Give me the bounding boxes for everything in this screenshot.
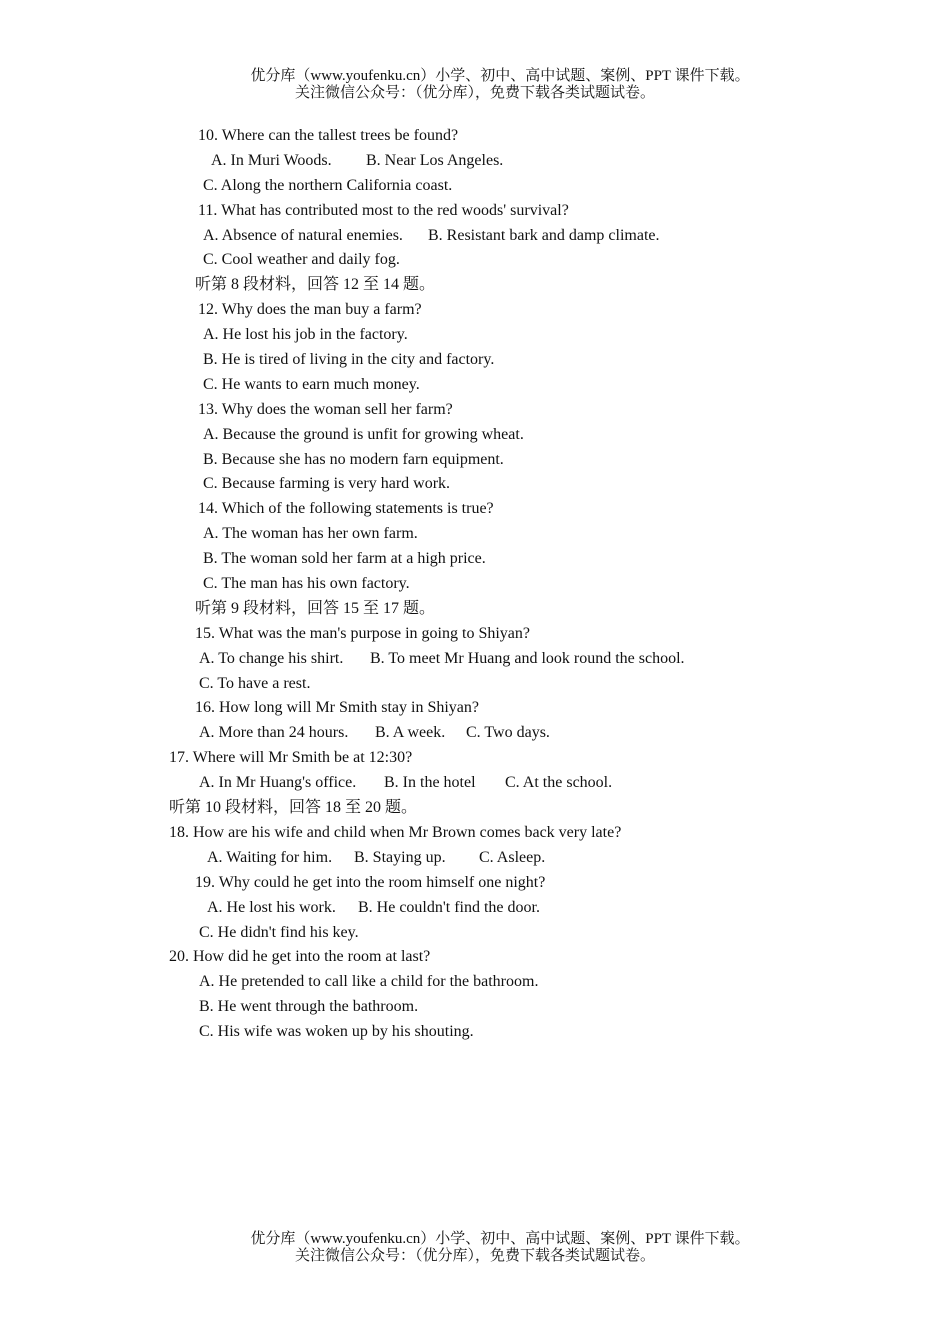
answer-options-line xyxy=(0,995,950,1020)
answer-option: A. In Mr Huang's office. xyxy=(199,774,357,792)
answer-option: A. He lost his work. xyxy=(207,898,336,916)
answer-option: C. He didn't find his key. xyxy=(199,923,359,941)
question-text: 15. What was the man's purpose in going to Shiyan? xyxy=(195,624,530,642)
answer-option: C. Asleep. xyxy=(479,848,546,866)
answer-option: C. Along the northern California coast. xyxy=(203,176,453,194)
answer-options-line xyxy=(0,846,950,871)
question-text: 19. Why could he get into the room himself one night? xyxy=(195,873,546,891)
answer-option: B. To meet Mr Huang and look round the school. xyxy=(370,649,685,667)
answer-option: A. More than 24 hours. xyxy=(199,724,349,742)
answer-option: B. Because she has no modern farn equipment. xyxy=(203,450,504,468)
section-instruction xyxy=(0,273,950,298)
answer-option: A. To change his shirt. xyxy=(199,649,344,667)
question-text: 13. Why does the woman sell her farm? xyxy=(198,400,453,418)
question-line xyxy=(0,871,950,896)
answer-option: A. Absence of natural enemies. xyxy=(203,226,403,244)
answer-options-line xyxy=(0,149,950,174)
answer-options-line xyxy=(0,721,950,746)
question-text: 16. How long will Mr Smith stay in Shiyan? xyxy=(195,699,479,717)
answer-options-line xyxy=(0,896,950,921)
section-text: 听第 8 段材料，回答 12 至 14 题。 xyxy=(195,276,436,294)
answer-options-line xyxy=(0,224,950,249)
answer-option: C. At the school. xyxy=(505,774,613,792)
answer-options-line xyxy=(0,174,950,199)
section-text: 听第 9 段材料，回答 15 至 17 题。 xyxy=(195,599,436,617)
answer-options-line xyxy=(0,423,950,448)
question-text: 11. What has contributed most to the red woods' survival? xyxy=(198,201,569,219)
answer-options-line xyxy=(0,448,950,473)
header-line-2: 关注微信公众号：（优分库），免费下载各类试题试卷。 xyxy=(294,85,655,101)
answer-option: C. He wants to earn much money. xyxy=(203,375,420,393)
answer-option: B. Resistant bark and damp climate. xyxy=(428,226,660,244)
question-line xyxy=(0,746,950,771)
answer-options-line xyxy=(0,771,950,796)
answer-option: B. He is tired of living in the city and factory. xyxy=(203,351,495,369)
answer-options-line xyxy=(0,547,950,572)
answer-options-line xyxy=(0,921,950,946)
section-instruction xyxy=(0,597,950,622)
answer-option: B. A week. xyxy=(375,724,446,742)
answer-option: A. The woman has her own farm. xyxy=(203,525,418,543)
answer-option: B. Near Los Angeles. xyxy=(366,151,504,169)
answer-option: B. In the hotel xyxy=(384,774,476,792)
answer-option: C. The man has his own factory. xyxy=(203,575,410,593)
answer-options-line xyxy=(0,522,950,547)
answer-options-line xyxy=(0,472,950,497)
footer-line-1: 优分库（www.youfenku.cn）小学、初中、高中试题、案例、PPT 课件下载。 xyxy=(250,1231,750,1247)
answer-options-line xyxy=(0,572,950,597)
answer-options-line xyxy=(0,248,950,273)
answer-option: B. The woman sold her farm at a high price. xyxy=(203,550,486,568)
answer-option: A. He pretended to call like a child for the bathroom. xyxy=(199,973,539,991)
footer-banner xyxy=(0,1231,950,1265)
question-line xyxy=(0,298,950,323)
answer-option: A. In Muri Woods. xyxy=(211,151,332,169)
answer-options-line xyxy=(0,323,950,348)
section-instruction xyxy=(0,796,950,821)
answer-option: A. Because the ground is unfit for growing wheat. xyxy=(203,425,524,443)
question-line xyxy=(0,945,950,970)
answer-option: C. Two days. xyxy=(466,724,550,742)
question-text: 12. Why does the man buy a farm? xyxy=(198,301,422,319)
answer-options-line xyxy=(0,647,950,672)
answer-option: B. He went through the bathroom. xyxy=(199,998,419,1016)
header-banner xyxy=(0,68,950,102)
exam-content xyxy=(0,124,950,1045)
question-text: 18. How are his wife and child when Mr Brown comes back very late? xyxy=(169,823,622,841)
question-line xyxy=(0,821,950,846)
answer-option: C. Cool weather and daily fog. xyxy=(203,251,400,269)
answer-options-line xyxy=(0,970,950,995)
answer-option: C. His wife was woken up by his shouting. xyxy=(199,1023,474,1041)
question-line xyxy=(0,622,950,647)
question-line xyxy=(0,497,950,522)
question-line xyxy=(0,398,950,423)
answer-option: B. Staying up. xyxy=(354,848,446,866)
answer-option: C. To have a rest. xyxy=(199,674,311,692)
question-text: 17. Where will Mr Smith be at 12:30? xyxy=(169,749,413,767)
answer-options-line xyxy=(0,1020,950,1045)
question-line xyxy=(0,199,950,224)
question-line xyxy=(0,696,950,721)
question-text: 14. Which of the following statements is true? xyxy=(198,500,494,518)
answer-option: A. He lost his job in the factory. xyxy=(203,326,408,344)
answer-option: B. He couldn't find the door. xyxy=(358,898,540,916)
answer-option: A. Waiting for him. xyxy=(207,848,333,866)
question-text: 20. How did he get into the room at last? xyxy=(169,948,431,966)
footer-line-2: 关注微信公众号：（优分库），免费下载各类试题试卷。 xyxy=(294,1248,655,1264)
answer-options-line xyxy=(0,672,950,697)
answer-options-line xyxy=(0,348,950,373)
answer-option: C. Because farming is very hard work. xyxy=(203,475,451,493)
answer-options-line xyxy=(0,373,950,398)
header-line-1: 优分库（www.youfenku.cn）小学、初中、高中试题、案例、PPT 课件下载。 xyxy=(250,68,750,84)
question-line xyxy=(0,124,950,149)
question-text: 10. Where can the tallest trees be found? xyxy=(198,127,459,144)
section-text: 听第 10 段材料，回答 18 至 20 题。 xyxy=(169,799,418,817)
